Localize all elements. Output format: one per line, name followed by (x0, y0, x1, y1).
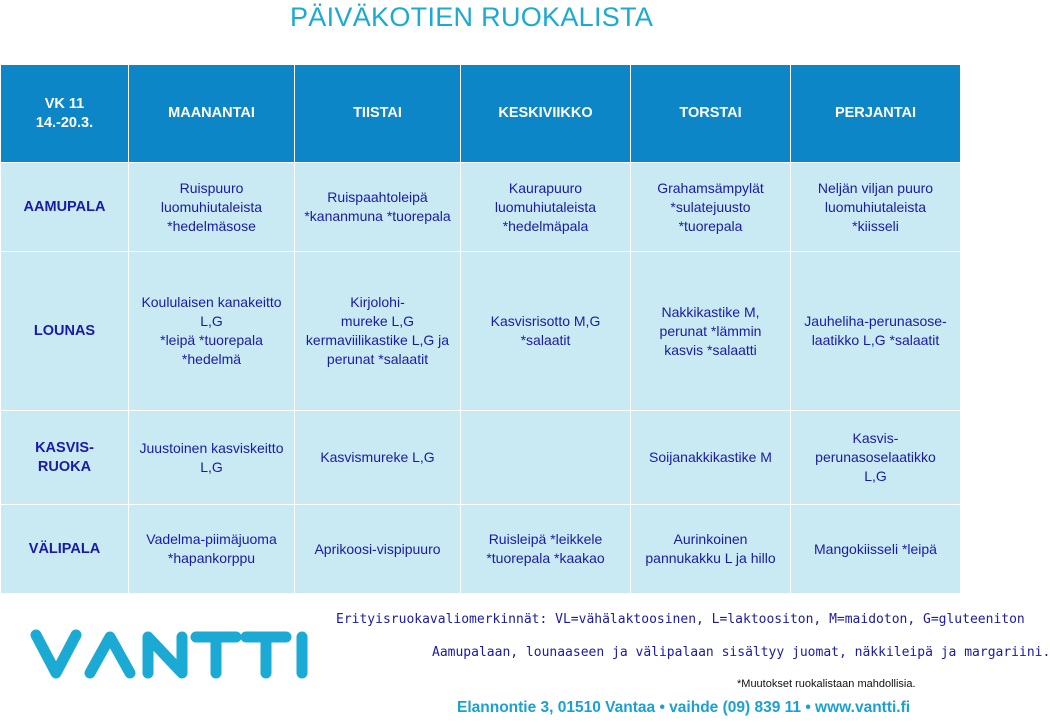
menu-cell: Kasvismureke L,G (295, 411, 461, 505)
menu-cell: Koululaisen kanakeitto L,G *leipä *tuorepala *hedelmä (129, 252, 295, 411)
menu-cell: Aurinkoinen pannukakku L ja hillo (631, 505, 791, 594)
table-header-row (1, 65, 961, 163)
menu-cell: Kirjolohi- mureke L,G kermaviilikastike L,G ja perunat *salaatit (295, 252, 461, 411)
menu-cell: Ruispaahtoleipä *kananmuna *tuorepala (295, 163, 461, 252)
day-header-tuesday: TIISTAI (295, 65, 461, 163)
row-label-kasvisruoka: KASVIS- RUOKA (1, 411, 129, 505)
day-header-wednesday: KESKIVIIKKO (461, 65, 631, 163)
menu-cell: Grahamsämpylät *sulatejuusto *tuorepala (631, 163, 791, 252)
menu-cell: Juustoinen kasviskeitto L,G (129, 411, 295, 505)
menu-cell: Kasvis- perunasoselaatikko L,G (791, 411, 961, 505)
changes-note: *Muutokset ruokalistaan mahdollisia. (737, 678, 916, 690)
table-row-valipala (1, 505, 961, 594)
diet-legend-text: Erityisruokavaliomerkinnät: VL=vähälaktoosinen, L=laktoositon, M=maidoton, G=gluteeniton (336, 612, 1025, 627)
week-dates: 14.-20.3. (35, 114, 94, 131)
table-row-lounas (1, 252, 961, 411)
menu-cell: Neljän viljan puuro luomuhiutaleista *kiisseli (791, 163, 961, 252)
row-label-valipala: VÄLIPALA (1, 505, 129, 594)
table-row-kasvisruoka (1, 411, 961, 505)
menu-table (0, 64, 961, 594)
menu-cell: Vadelma-piimäjuoma *hapankorppu (129, 505, 295, 594)
day-header-monday: MAANANTAI (129, 65, 295, 163)
menu-cell: Ruisleipä *leikkele *tuorepala *kaakao (461, 505, 631, 594)
day-header-friday: PERJANTAI (791, 65, 961, 163)
menu-cell: Kaurapuuro luomuhiutaleista *hedelmäpala (461, 163, 631, 252)
menu-cell: Nakkikastike M, perunat *lämmin kasvis *salaatti (631, 252, 791, 411)
menu-cell: Aprikoosi-vispipuuro (295, 505, 461, 594)
table-row-aamupala (1, 163, 961, 252)
menu-cell: Mangokiisseli *leipä (791, 505, 961, 594)
page-title: PÄIVÄKOTIEN RUOKALISTA (290, 2, 654, 32)
menu-cell: Ruispuuro luomuhiutaleista *hedelmäsose (129, 163, 295, 252)
included-items-text: Aamupalaan, lounaaseen ja välipalaan sisältyy juomat, näkkileipä ja margariini. (432, 645, 1050, 660)
day-header-thursday: TORSTAI (631, 65, 791, 163)
row-label-aamupala: AAMUPALA (1, 163, 129, 252)
week-number: VK 11 (44, 95, 85, 112)
contact-info: Elannontie 3, 01510 Vantaa • vaihde (09) 839 11 • www.vantti.fi (457, 699, 911, 716)
week-label (1, 65, 129, 163)
menu-cell: Jauheliha-perunasose- laatikko L,G *salaatit (791, 252, 961, 411)
vantti-logo (30, 625, 314, 685)
menu-cell: Kasvisrisotto M,G *salaatit (461, 252, 631, 411)
menu-cell (461, 411, 631, 505)
menu-cell: Soijanakkikastike M (631, 411, 791, 505)
row-label-lounas: LOUNAS (1, 252, 129, 411)
